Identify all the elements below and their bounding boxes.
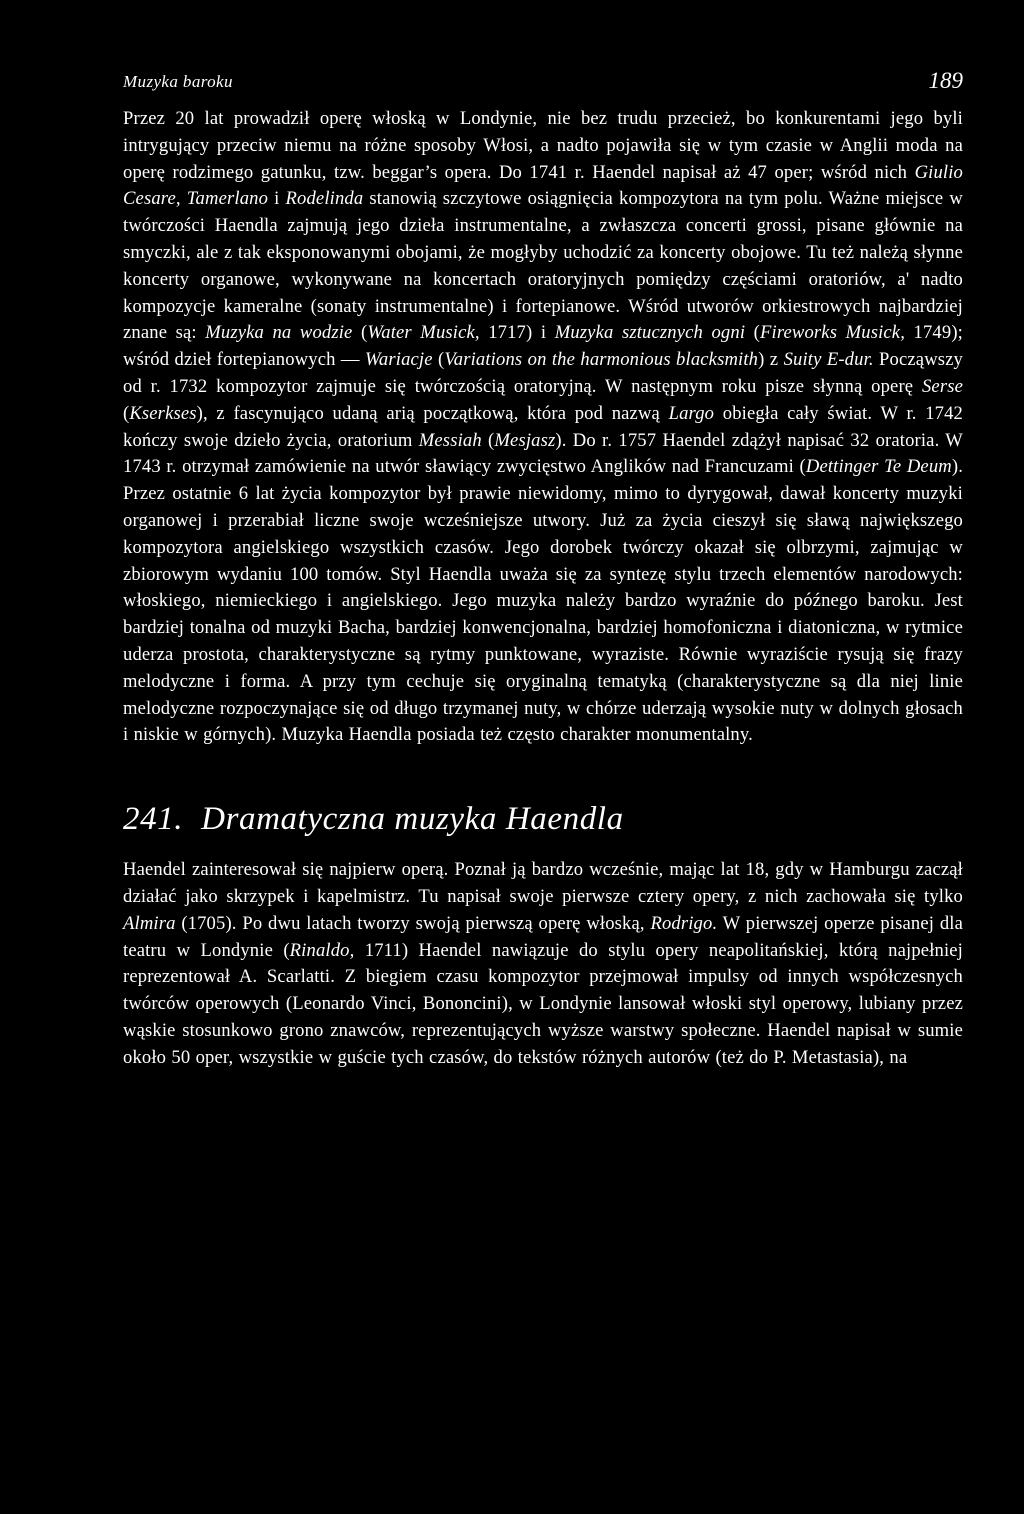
body-paragraph-2: Haendel zainteresował się najpierw operą. Poznał ją bardzo wcześnie, mając lat 18, gdy w Hamburgu zaczął działać jako skrzypek i kapelmistrz. Tu napisał swoje pierwsze cztery opery, z nich zachowała się tylko Almira (1705). Po dwu latach tworzy swoją pierwszą operę włoską, Rodrigo. W pierwszej operze pisanej dla teatru w Londynie (Rinaldo, 1711) Haendel nawiązuje do stylu opery neapolitańskiej, którą najpełniej reprezentował A. Scarlatti. Z biegiem czasu kompozytor przejmował impulsy od innych współczesnych twórców operowych (Leonardo Vinci, Bononcini), w Londynie lansował włoski styl operowy, lubiany przez wąskie stosunkowo grono znawców, reprezentujących wyższe warstwy społeczne. Haendel napisał w sumie około 50 oper, wszystkie w guście tych czasów, do tekstów różnych autorów (też do P. Metastasia), na [123, 859, 963, 1068]
italic-title: Mesjasz [494, 429, 556, 451]
italic-title: Suity E-dur. [783, 349, 874, 371]
italic-title: Giulio Cesare, Tamerlano [123, 161, 963, 210]
italic-title: Messiah [418, 429, 482, 451]
italic-title: Fireworks Musick, [760, 322, 906, 344]
italic-title: Kserkses [129, 402, 197, 424]
italic-title: Serse [921, 375, 963, 397]
section-heading [123, 799, 963, 839]
page-number: 189 [928, 68, 963, 93]
body-paragraph-1: Przez 20 lat prowadził operę włoską w Londynie, nie bez trudu przecież, bo konkurentami jego byli intrygujący przeciw niemu na różne sposoby Włosi, a nadto pojawiła się w tym czasie w Anglii moda na operę rodzimego gatunku, tzw. beggar’s opera. Do 1741 r. Haendel napisał aż 47 oper; wśród nich Giulio Cesare, Tamerlano i Rodelinda stanowią szczytowe osiągnięcia kompozytora na tym polu. Ważne miejsce w twórczości Haendla zajmują jego dzieła instrumentalne, a zwłaszcza concerti grossi, pisane głównie na smyczki, ale z tak eksponowanymi obojami, że mogłyby uchodzić za koncerty obojowe. Tu też należą słynne koncerty organowe, wykonywane na koncertach oratoryjnych pomiędzy częściami oratoriów, a' nadto kompozycje kameralne (sonaty instrumentalne) i fortepianowe. Wśród utworów orkiestrowych najbardziej znane są: Muzyka na wodzie (Water Musick, 1717) i Muzyka sztucznych ogni (Fireworks Musick, 1749); wśród dzieł fortepianowych — Wariacje (Variations on the harmonious blacksmith) z Suity E-dur. Począwszy od r. 1732 kompozytor zajmuje się twórczością oratoryjną. W następnym roku pisze słynną operę Serse (Kserkses), z fascynująco udaną arią początkową, która pod nazwą Largo obiegła cały świat. W r. 1742 kończy swoje dzieło życia, oratorium Messiah (Mesjasz). Do r. 1757 Haendel zdążył napisać 32 oratoria. W 1743 r. otrzymał zamówienie na utwór sławiący zwycięstwo Anglików nad Francuzami (Dettinger Te Deum). Przez ostatnie 6 lat życia kompozytor był prawie niewidomy, mimo to dyrygował, dawał koncerty muzyki organowej i przerabiał liczne swoje wcześniejsze utwory. Już za życia cieszył się sławą największego kompozytora angielskiego wszystkich czasów. Jego dorobek twórczy okazał się olbrzymi, zajmując w zbiorowym wydaniu 100 tomów. Styl Haendla uważa się za syntezę stylu trzech elementów narodowych: włoskiego, niemieckiego i angielskiego. Jego muzyka należy bardzo wyraźnie do późnego baroku. Jest bardziej tonalna od muzyki Bacha, bardziej konwencjonalna, bardziej homofoniczna i diatoniczna, w rytmice uderza prostota, charakterystyczne są rytmy punktowane, wyraziste. Równie wyraziście rysują się frazy melodyczne i forma. A przy tym cechuje się oryginalną tematyką (charakterystyczne są dla niej linie melodyczne rozpoczynające się od długo trzymanej nuty, w chórze uderzają wysokie nuty w dolnych głosach i niskie w górnych). Muzyka Haendla posiada też często charakter monumentalny. [123, 108, 964, 746]
running-header [123, 68, 963, 106]
italic-title: Rodelinda [285, 188, 364, 210]
italic-title: Wariacje [364, 349, 433, 371]
italic-title: Largo [668, 402, 715, 424]
italic-title: Dettinger Te Deum [805, 456, 952, 478]
running-title: Muzyka baroku [123, 72, 233, 91]
book-page [123, 68, 964, 1492]
section-number: 241. [123, 801, 184, 838]
italic-title: Almira [123, 912, 176, 934]
italic-title: Muzyka na wodzie [205, 322, 353, 344]
italic-title: Water Musick, [367, 322, 480, 344]
section-title: Dramatyczna muzyka Haendla [201, 801, 624, 838]
italic-title: Rodrigo. [650, 912, 718, 934]
italic-title: Variations on the harmonious blacksmith [444, 349, 759, 371]
italic-title: Muzyka sztucznych ogni [554, 322, 746, 344]
italic-title: Rinaldo, [289, 939, 355, 961]
